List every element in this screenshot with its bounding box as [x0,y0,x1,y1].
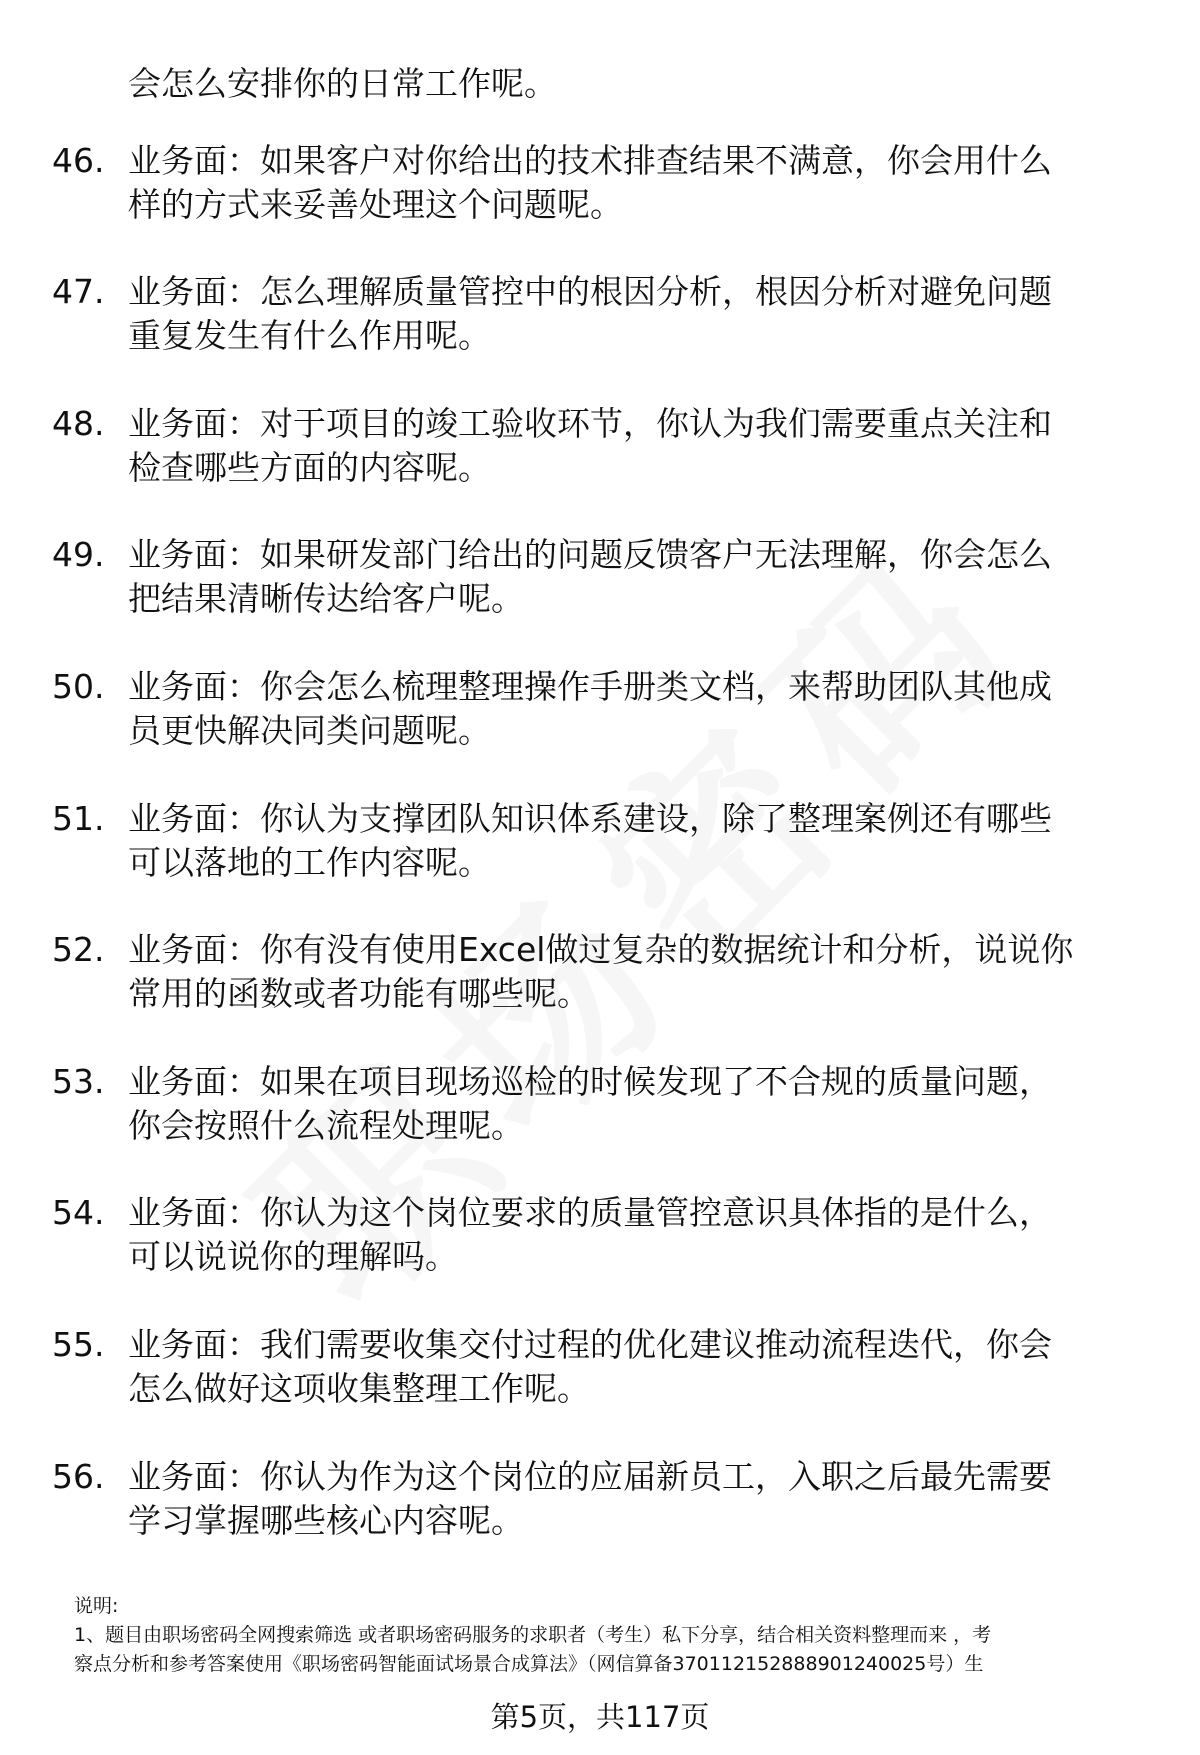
question-number: 53. [52,1062,105,1101]
question-item [0,533,1200,633]
question-number: 47. [52,272,105,311]
question-item [0,928,1200,1028]
question-text-line: 样的方式来妥善处理这个问题呢。 [128,185,623,224]
question-number: 51. [52,799,105,838]
question-text-line: 学习掌握哪些核心内容呢。 [128,1501,524,1540]
question-number: 50. [52,667,105,706]
notes-line: 1、题目由职场密码全网搜索筛选 或者职场密码服务的求职者（考生）私下分享，结合相关资料整理而来 ，考 [74,1624,992,1646]
question-item [0,139,1200,239]
question-text-line: 检查哪些方面的内容呢。 [128,448,491,487]
question-continuation: 会怎么安排你的日常工作呢。 [128,64,557,103]
question-text-line: 业务面：对于项目的竣工验收环节，你认为我们需要重点关注和 [128,404,1052,443]
question-text-line: 你会按照什么流程处理呢。 [128,1106,524,1145]
question-item [0,1191,1200,1291]
question-text-line: 把结果清晰传达给客户呢。 [128,579,524,618]
question-number: 48. [52,404,105,443]
question-text-line: 业务面：你认为作为这个岗位的应届新员工，入职之后最先需要 [128,1457,1052,1496]
question-text-line: 业务面：我们需要收集交付过程的优化建议推动流程迭代，你会 [128,1325,1052,1364]
question-text-line: 可以说说你的理解吗。 [128,1237,458,1276]
question-text-line: 业务面：如果在项目现场巡检的时候发现了不合规的质量问题， [128,1062,1052,1101]
question-text-line: 业务面：怎么理解质量管控中的根因分析，根因分析对避免问题 [128,272,1052,311]
question-text-line: 可以落地的工作内容呢。 [128,843,491,882]
question-text-line: 怎么做好这项收集整理工作呢。 [128,1369,590,1408]
question-item [0,1323,1200,1423]
question-text-line: 员更快解决同类问题呢。 [128,711,491,750]
question-item [0,797,1200,897]
question-item [0,1060,1200,1160]
question-text-line: 业务面：你认为支撑团队知识体系建设，除了整理案例还有哪些 [128,799,1052,838]
question-text-line: 业务面：如果研发部门给出的问题反馈客户无法理解，你会怎么 [128,535,1052,574]
question-number: 52. [52,930,105,969]
question-number: 56. [52,1457,105,1496]
question-number: 46. [52,141,105,180]
question-number: 54. [52,1193,105,1232]
notes-heading: 说明: [74,1595,119,1617]
notes-section [74,1592,1154,1679]
question-item [0,1455,1200,1555]
question-text-line: 业务面：你认为这个岗位要求的质量管控意识具体指的是什么， [128,1193,1052,1232]
question-text-line: 业务面：你会怎么梳理整理操作手册类文档，来帮助团队其他成 [128,667,1052,706]
question-text-line: 业务面：如果客户对你给出的技术排查结果不满意，你会用什么 [128,141,1052,180]
question-text-line: 常用的函数或者功能有哪些呢。 [128,974,590,1013]
question-text-line: 业务面：你有没有使用Excel做过复杂的数据统计和分析，说说你 [128,930,1074,969]
question-item [0,402,1200,502]
question-number: 49. [52,535,105,574]
page-number: 第5页，共117页 [490,1700,710,1734]
question-item [0,270,1200,370]
notes-line: 察点分析和参考答案使用《职场密码智能面试场景合成算法》（网信算备370112152888901240025号）生 [74,1653,984,1675]
question-item [0,665,1200,765]
question-number: 55. [52,1325,105,1364]
question-text-line: 重复发生有什么作用呢。 [128,316,491,355]
